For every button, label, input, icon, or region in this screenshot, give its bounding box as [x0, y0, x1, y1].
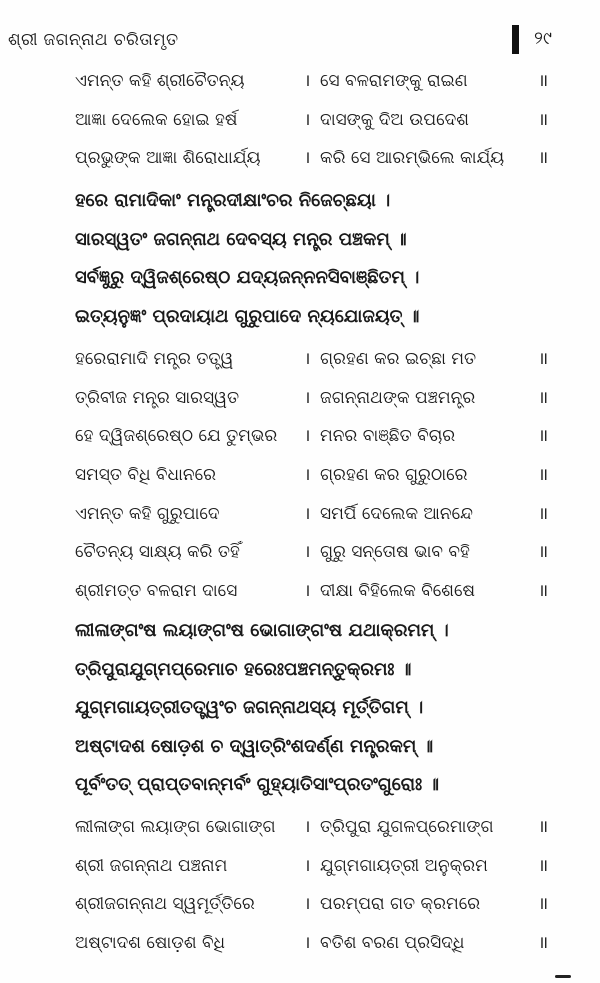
half-divider: ।: [304, 349, 311, 369]
verse-end-mark: ॥: [538, 465, 549, 486]
verse-second-half: ପରମ୍ପରା ଗତ କ୍ରମରେ: [320, 894, 481, 915]
verse-second-half: ଦାସଙ୍କୁ ଦିଅ ଉପଦେଶ: [320, 109, 469, 130]
verse-second-half: ଗ୍ରହଣ କର ଇଚ୍ଛା ମତ: [320, 349, 477, 369]
half-divider: ।: [304, 503, 311, 524]
sanskrit-shloka-1: [0, 182, 600, 336]
verse-line: [0, 417, 600, 456]
verse-first-half: ତ୍ରିବୀଜ ମନ୍ତ୍ର ସାରସ୍ୱତ: [75, 387, 240, 408]
verse-first-half: ଶ୍ରୀଜଗନ୍ନାଥ ସ୍ୱମୂର୍ତ୍ତିରେ: [75, 894, 255, 915]
shloka-line: ଇତ୍ୟନୁଜ୍ଞଂ ପ୍ରଦାୟାଥ ଗୁରୁପାଦେ ନ୍ୟଯୋଜୟତ୍ ॥: [75, 305, 420, 327]
verse-line: [0, 808, 600, 847]
shloka-line: ଯୁଗ୍ମଗାୟତ୍ରୀତତ୍ତ୍ୱଂଚ ଜଗନ୍ନାଥସ୍ୟ ମୂର୍ତ୍ତିଗମ୍ ।: [75, 697, 424, 718]
verse-first-half: ପ୍ରଭୁଙ୍କ ଆଜ୍ଞା ଶିରୋଧାର୍ଯ୍ୟ: [75, 148, 261, 169]
half-divider: ।: [304, 426, 311, 447]
verse-second-half: ଗୁରୁ ସନ୍ତୋଷ ଭାବ ବହି: [320, 542, 470, 563]
half-divider: ।: [304, 109, 311, 130]
half-divider: ।: [304, 148, 311, 169]
verse-second-half: ସେ ବଳରାମଙ୍କୁ ରାଇଣ: [320, 71, 468, 91]
verse-second-half: ବତିଶ ବରଣ ପ୍ରସିଦ୍ଧି: [320, 933, 465, 954]
verse-end-mark: ॥: [538, 349, 549, 369]
verse-first-half: ହରେରାମାଦି ମନ୍ତ୍ର ତତ୍ତ୍ୱ: [75, 349, 234, 369]
verse-line: [0, 533, 600, 572]
verse-first-half: ଆଜ୍ଞା ଦେଲେକ ହୋଇ ହର୍ଷ: [75, 109, 238, 130]
verse-first-half: ଶ୍ରୀମତ୍ତ ବଳରାମ ଦାସେ: [75, 581, 238, 602]
verse-line: [0, 572, 600, 611]
verse-end-mark: ॥: [538, 855, 549, 876]
verse-end-mark: ॥: [538, 817, 549, 837]
shloka-line: ସାରସ୍ୱତଂ ଜଗନ୍ନାଥ ଦେବସ୍ୟ ମନ୍ତ୍ର ପଞ୍ଚକମ୍ ॥: [75, 228, 407, 250]
half-divider: ।: [304, 855, 311, 876]
verse-line: [0, 924, 600, 963]
verse-line: [0, 495, 600, 534]
verse-first-half: ଶ୍ରୀ ଜଗନ୍ନାଥ ପଞ୍ଚନାମ: [75, 855, 228, 876]
verse-line: [0, 379, 600, 418]
verse-second-half: ଯୁଗ୍ମଗାୟତ୍ରୀ ଅନୁକ୍ରମ: [320, 855, 488, 876]
shloka-line: ହରେ ରାମାଦିକାଂ ମନ୍ତ୍ରଦୀକ୍ଷାଂଚର ନିଜେଚ୍ଛୟା ।: [75, 190, 391, 211]
half-divider: ।: [304, 933, 311, 954]
half-divider: ।: [304, 542, 311, 563]
verse-end-mark: ॥: [538, 148, 549, 169]
shloka-line: ଲୀଳାଙ୍ଗଂଷ ଲୟାଙ୍ଗଂଷ ଭୋଗାଙ୍ଗଂଷ ଯଥାକ୍ରମମ୍ ।: [75, 620, 449, 641]
verse-stanza-3: [0, 808, 600, 963]
verse-first-half: ଚୈତନ୍ୟ ସାକ୍ଷ୍ୟ କରି ତହିଁ: [75, 542, 240, 563]
page-header: [0, 0, 600, 70]
verse-second-half: ସମର୍ପି ଦେଲେକ ଆନନ୍ଦେ: [320, 503, 473, 524]
verse-end-mark: ॥: [538, 109, 549, 130]
verse-end-mark: ॥: [538, 581, 549, 602]
running-title: ଶ୍ରୀ ଜଗନ୍ନାଥ ଚରିତାମୃତ: [8, 30, 179, 50]
verse-second-half: ଜଗନ୍ନାଥଙ୍କ ପଞ୍ଚମନ୍ତ୍ର: [320, 387, 476, 408]
half-divider: ।: [304, 465, 311, 486]
verse-end-mark: ॥: [538, 933, 549, 954]
verse-line: [0, 340, 600, 379]
verse-second-half: ଦୀକ୍ଷା ବିହିଲେକ ବିଶେଷେ: [320, 581, 476, 602]
verse-end-mark: ॥: [538, 71, 549, 91]
sanskrit-shloka-2: [0, 612, 600, 805]
verse-first-half: ହେ ଦ୍ୱିଜଶ୍ରେଷ୍ଠ ଯେ ତୁମ୍ଭର: [75, 426, 278, 447]
half-divider: ।: [304, 71, 311, 91]
shloka-line: ଅଷ୍ଟାଦଶ ଷୋଡ଼ଶ ଚ ଦ୍ୱାତ୍ରିଂଶଦର୍ଣ୍ଣ ମନ୍ତ୍ରକମ୍ ॥: [75, 735, 434, 757]
verse-second-half: ଗ୍ରହଣ କର ଗୁରୁଠାରେ: [320, 465, 468, 486]
verse-end-mark: ॥: [538, 426, 549, 447]
verse-line: [0, 62, 600, 101]
verse-line: [0, 456, 600, 495]
verse-first-half: ଅଷ୍ଟାଦଶ ଷୋଡ଼ଶ ବିଧି: [75, 933, 226, 954]
header-rule-bar: [512, 25, 519, 54]
verse-first-half: ଏମନ୍ତ କହି ଶ୍ରୀଚୈତନ୍ୟ: [75, 71, 245, 91]
verse-stanza-1: [0, 62, 600, 178]
shloka-line: ତ୍ରିପୁରାଯୁଗ୍ମପ୍ରେମାଚ ହରେଃପଞ୍ଚମନ୍ତୁକ୍ରମଃ ॥: [75, 658, 412, 680]
verse-second-half: ମନର ବାଞ୍ଛିତ ବିଚାର: [320, 426, 456, 447]
page-corner-mark: [555, 975, 571, 978]
page-number: ୨୯: [534, 28, 552, 49]
verse-second-half: କରି ସେ ଆରମ୍ଭିଲେ କାର୍ଯ୍ୟ: [320, 148, 505, 169]
verse-end-mark: ॥: [538, 503, 549, 524]
verse-second-half: ତ୍ରିପୁରା ଯୁଗଳପ୍ରେମାଙ୍ଗ: [320, 817, 494, 837]
half-divider: ।: [304, 387, 311, 408]
half-divider: ।: [304, 894, 311, 915]
verse-line: [0, 847, 600, 886]
half-divider: ।: [304, 581, 311, 602]
verse-end-mark: ॥: [538, 542, 549, 563]
verse-stanza-2: [0, 340, 600, 611]
verse-line: [0, 885, 600, 924]
shloka-line: ସର୍ବଜ୍ଞୁରୁ ଦ୍ୱିଜଶ୍ରେଷ୍ଠ ଯଦ୍ୟଜନ୍ନନସିବାଞ୍ଛିତମ୍ ।: [75, 267, 420, 288]
half-divider: ।: [304, 817, 311, 837]
verse-end-mark: ॥: [538, 387, 549, 408]
verse-line: [0, 101, 600, 140]
verse-line: [0, 139, 600, 178]
verse-first-half: ଏମନ୍ତ କହି ଗୁରୁପାଦେ: [75, 503, 220, 524]
verse-first-half: ସମସ୍ତ ବିଧି ବିଧାନରେ: [75, 465, 217, 486]
shloka-line: ପୂର୍ବଂତତ୍ ପ୍ରାପ୍ତବାନ୍ମର୍ବଂ ଗୁହ୍ୟାତିସାଂପ୍ରତଂଗୁରୋଃ ॥: [75, 774, 439, 795]
verse-end-mark: ॥: [538, 894, 549, 915]
verse-first-half: ଲୀଳାଙ୍ଗ ଲୟାଙ୍ଗ ଭୋଗାଙ୍ଗ: [75, 817, 276, 837]
